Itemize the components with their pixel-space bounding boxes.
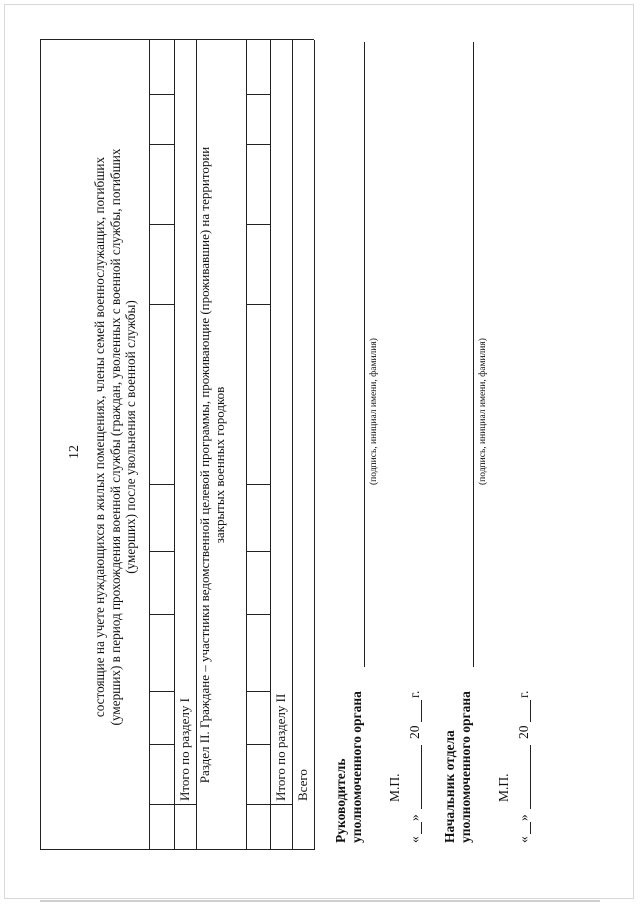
seal-label: М.П. [496, 773, 511, 802]
table-col-line [149, 304, 174, 305]
table-bottom-border [314, 40, 315, 850]
table-row-line [292, 40, 293, 850]
date-year-prefix: 20 [407, 725, 422, 739]
table-col-line [149, 94, 174, 95]
table-col-line [246, 144, 270, 145]
table-header-text: состоящие на учете нуждающихся в жилых помещениях, члены семей военнослужащих, погибших (умерших) в период прохождения военной службы (граждан, уволенных с военной службы, погибших (умерших) после увольнения с военной службы) [92, 148, 138, 726]
table-col-line [246, 691, 270, 692]
date-year-line [530, 700, 531, 722]
table-col-line [246, 484, 270, 485]
signature-line [473, 42, 474, 667]
table-top-border [40, 40, 41, 850]
signer-title-line2: уполномоченного органа [349, 691, 364, 843]
date-close-quote: » [516, 814, 531, 821]
signer-title-line1: Начальник отдела [442, 730, 457, 843]
table-col-line [149, 614, 174, 615]
table-col-line [149, 144, 174, 145]
seal-label: М.П. [387, 773, 402, 802]
signer-title-line1: Руководитель [333, 758, 348, 843]
date-year-prefix: 20 [516, 725, 531, 739]
table-right-border [40, 39, 314, 40]
table-col-line [246, 224, 270, 225]
total-all: Всего [295, 769, 310, 801]
table-col-line [149, 744, 174, 745]
table-left-border [40, 849, 314, 850]
date-month-line [530, 745, 531, 809]
signer-title-line2: уполномоченного органа [458, 691, 473, 843]
table-row-line [149, 40, 150, 850]
table-col-line [246, 304, 270, 305]
section-2-title: Раздел II. Граждане – участники ведомственной целевой программы, проживающие (проживавшие) на территории закрытых военных городков [197, 146, 227, 784]
signature-line [364, 42, 365, 667]
date-close-quote: » [407, 814, 422, 821]
table-col-line [246, 94, 270, 95]
date-open-quote: « [407, 836, 422, 843]
table-col-line [149, 224, 174, 225]
total-section-2: Итого по разделу II [273, 693, 288, 801]
date-month-line [421, 745, 422, 809]
table-col-line [246, 804, 292, 805]
date-open-quote: « [516, 836, 531, 843]
date-year-suffix: г. [407, 690, 422, 698]
date-day-line [421, 822, 422, 834]
table-col-line [149, 551, 174, 552]
signature-hint: (подпись, инициал имени, фамилия) [478, 338, 488, 485]
table-row-line [174, 40, 175, 850]
date-day-line [530, 822, 531, 834]
page-number: 12 [67, 445, 82, 459]
date-year-line [421, 700, 422, 722]
table-col-line [246, 744, 270, 745]
date-year-suffix: г. [516, 690, 531, 698]
table-col-line [246, 551, 270, 552]
table-row-line [270, 40, 271, 850]
total-section-1: Итого по разделу I [177, 698, 192, 801]
table-col-line [246, 614, 270, 615]
table-col-line [149, 804, 197, 805]
table-col-line [149, 484, 174, 485]
signature-hint: (подпись, инициал имени, фамилия) [369, 338, 379, 485]
table-col-line [149, 691, 174, 692]
table-row-line [246, 40, 247, 850]
